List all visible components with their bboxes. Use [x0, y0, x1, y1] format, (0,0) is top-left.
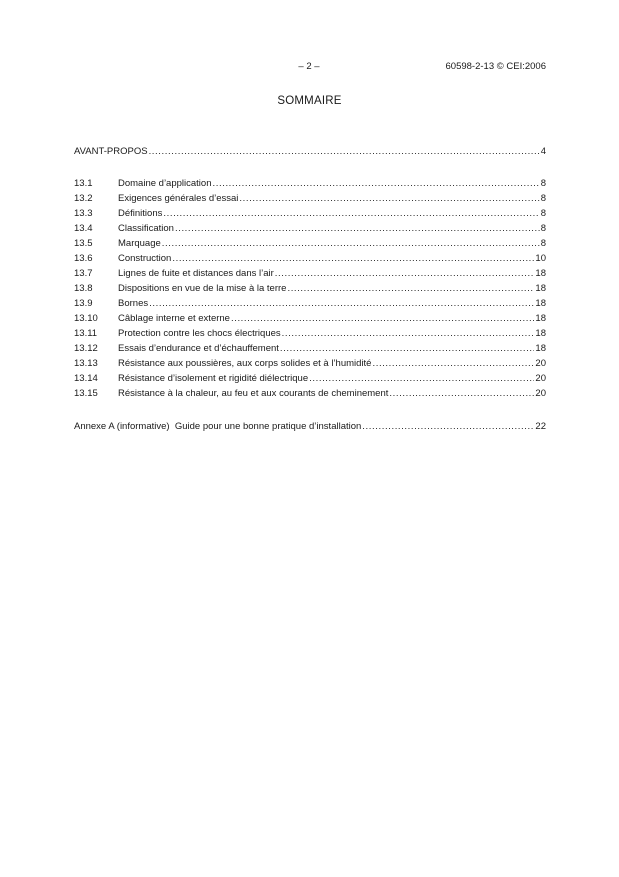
toc-entry-foreword[interactable] [74, 146, 546, 158]
toc-dot-leader [231, 313, 534, 325]
toc-entry-number: 13.9 [74, 298, 93, 309]
toc-entry-13-11[interactable] [74, 328, 546, 340]
toc-entry-13-5[interactable] [74, 238, 546, 250]
toc-entry-page: 20 [535, 358, 546, 369]
toc-dot-leader [149, 298, 534, 310]
toc-dot-leader [212, 178, 539, 190]
toc-entry-label: AVANT-PROPOS [74, 146, 148, 157]
toc-entry-number: 13.4 [74, 223, 93, 234]
toc-entry-page: 20 [535, 388, 546, 399]
toc-dot-leader [287, 283, 534, 295]
toc-entry-page: 8 [540, 223, 546, 234]
toc-entry-13-2[interactable] [74, 193, 546, 205]
toc-dot-leader [280, 343, 535, 355]
toc-dot-leader [239, 193, 539, 205]
toc-entry-number: 13.6 [74, 253, 93, 264]
toc-entry-13-1[interactable] [74, 178, 546, 190]
toc-dot-leader [275, 268, 535, 280]
toc-entry-page: 20 [535, 373, 546, 384]
toc-dot-leader [162, 238, 540, 250]
toc-entry-13-12[interactable] [74, 343, 546, 355]
toc-entry-13-3[interactable] [74, 208, 546, 220]
toc-entry-label: Classification [118, 223, 174, 234]
toc-entry-label: Résistance aux poussières, aux corps solides et à l’humidité [118, 358, 372, 369]
toc-entry-page: 8 [540, 178, 546, 189]
toc-entry-page: 8 [540, 208, 546, 219]
toc-entry-page: 18 [535, 313, 546, 324]
toc-entry-number: 13.10 [74, 313, 98, 324]
toc-entry-label: Bornes [118, 298, 149, 309]
toc-entry-label: Lignes de fuite et distances dans l’air [118, 268, 274, 279]
toc-entry-page: 18 [535, 328, 546, 339]
toc-entry-13-4[interactable] [74, 223, 546, 235]
toc-entry-13-15[interactable] [74, 388, 546, 400]
toc-entry-page: 8 [540, 193, 546, 204]
toc-dot-leader [309, 373, 534, 385]
toc-entry-13-7[interactable] [74, 268, 546, 280]
page-number: – 2 – [298, 61, 320, 72]
toc-entry-number: 13.11 [74, 328, 98, 339]
toc-entry-label: Construction [118, 253, 172, 264]
toc-entry-annex-a[interactable] [74, 421, 546, 433]
toc-entry-13-14[interactable] [74, 373, 546, 385]
toc-dot-leader [149, 146, 540, 158]
toc-entry-label: Domaine d’application [118, 178, 212, 189]
toc-entry-label: Annexe A (informative) Guide pour une bonne pratique d’installation [74, 421, 362, 432]
toc-entry-page: 18 [535, 268, 546, 279]
toc-entry-13-6[interactable] [74, 253, 546, 265]
toc-dot-leader [389, 388, 534, 400]
toc-entry-label: Marquage [118, 238, 161, 249]
toc-entry-number: 13.12 [74, 343, 98, 354]
toc-entry-number: 13.15 [74, 388, 98, 399]
toc-entry-page: 10 [535, 253, 546, 264]
toc-entry-number: 13.13 [74, 358, 98, 369]
toc-dot-leader [282, 328, 535, 340]
toc-entry-number: 13.1 [74, 178, 93, 189]
toc-entry-label: Essais d’endurance et d’échauffement [118, 343, 279, 354]
toc-dot-leader [372, 358, 534, 370]
toc-dot-leader [172, 253, 534, 265]
toc-dot-leader [175, 223, 540, 235]
toc-dot-leader [163, 208, 539, 220]
toc-entry-label: Protection contre les chocs électriques [118, 328, 281, 339]
toc-entry-page: 22 [535, 421, 546, 432]
toc-entry-number: 13.5 [74, 238, 93, 249]
toc-entry-13-8[interactable] [74, 283, 546, 295]
toc-entry-number: 13.14 [74, 373, 98, 384]
toc-entry-label: Exigences générales d’essai [118, 193, 239, 204]
toc-entry-number: 13.8 [74, 283, 93, 294]
toc-entry-page: 18 [535, 283, 546, 294]
toc-entry-13-13[interactable] [74, 358, 546, 370]
toc-entry-label: Définitions [118, 208, 163, 219]
toc-entry-page: 18 [535, 343, 546, 354]
toc-entry-label: Dispositions en vue de la mise à la terre [118, 283, 287, 294]
toc-dot-leader [362, 421, 534, 433]
document-reference: 60598-2-13 © CEI:2006 [445, 61, 546, 72]
toc-entry-page: 18 [535, 298, 546, 309]
toc-entry-label: Résistance à la chaleur, au feu et aux courants de cheminement [118, 388, 389, 399]
toc-entry-number: 13.7 [74, 268, 93, 279]
page-title: SOMMAIRE [277, 95, 342, 107]
toc-entry-number: 13.3 [74, 208, 93, 219]
toc-entry-number: 13.2 [74, 193, 93, 204]
toc-entry-page: 4 [540, 146, 546, 157]
toc-entry-13-10[interactable] [74, 313, 546, 325]
toc-entry-label: Résistance d’isolement et rigidité diélectrique [118, 373, 309, 384]
toc-entry-13-9[interactable] [74, 298, 546, 310]
toc-entry-label: Câblage interne et externe [118, 313, 230, 324]
toc-entry-page: 8 [540, 238, 546, 249]
